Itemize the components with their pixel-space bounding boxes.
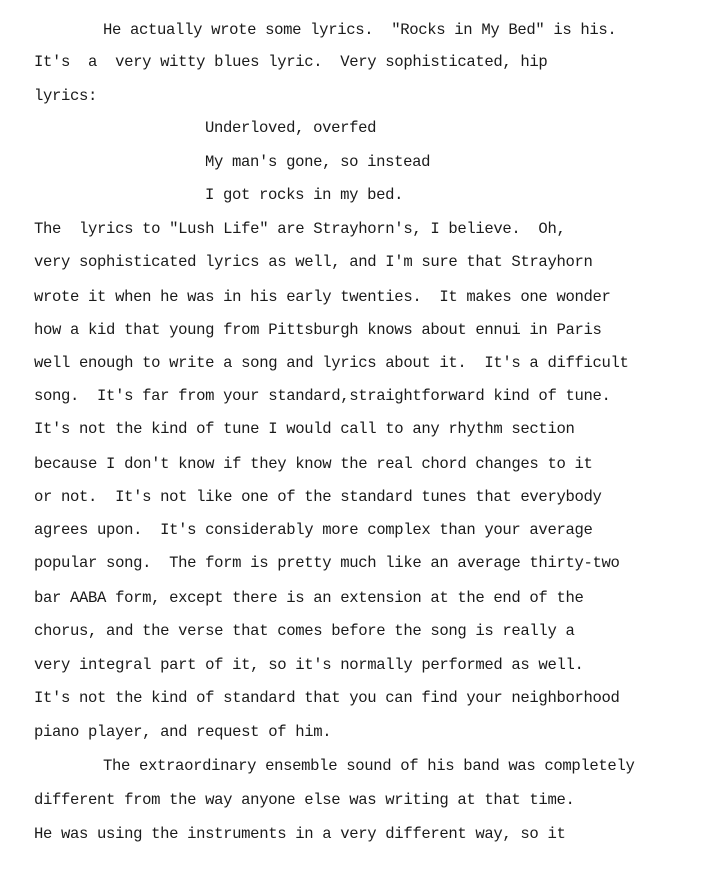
text-line: It's a very witty blues lyric. Very sophisticated, hip xyxy=(34,53,548,71)
text-line: how a kid that young from Pittsburgh knows about ennui in Paris xyxy=(34,321,602,339)
lyric-line: Underloved, overfed xyxy=(205,119,377,137)
text-line: He actually wrote some lyrics. "Rocks in My Bed" is his. xyxy=(103,21,617,39)
text-line: The extraordinary ensemble sound of his band was completely xyxy=(103,757,635,775)
text-line: It's not the kind of tune I would call to any rhythm section xyxy=(34,420,575,438)
text-line: He was using the instruments in a very different way, so it xyxy=(34,825,566,843)
text-line: song. It's far from your standard,straightforward kind of tune. xyxy=(34,387,611,405)
text-line: popular song. The form is pretty much like an average thirty-two xyxy=(34,554,620,572)
text-line: piano player, and request of him. xyxy=(34,723,332,741)
text-line: chorus, and the verse that comes before the song is really a xyxy=(34,622,575,640)
text-line: It's not the kind of standard that you can find your neighborhood xyxy=(34,689,620,707)
text-line: wrote it when he was in his early twenties. It makes one wonder xyxy=(34,288,611,306)
lyric-line: My man's gone, so instead xyxy=(205,153,431,171)
text-line: very integral part of it, so it's normally performed as well. xyxy=(34,656,584,674)
text-line: because I don't know if they know the real chord changes to it xyxy=(34,455,593,473)
text-line: The lyrics to "Lush Life" are Strayhorn's, I believe. Oh, xyxy=(34,220,566,238)
text-line: or not. It's not like one of the standard tunes that everybody xyxy=(34,488,602,506)
text-line: bar AABA form, except there is an extension at the end of the xyxy=(34,589,584,607)
text-line: lyrics: xyxy=(34,87,98,105)
text-line: well enough to write a song and lyrics about it. It's a difficult xyxy=(34,354,629,372)
text-line: different from the way anyone else was writing at that time. xyxy=(34,791,575,809)
lyric-line: I got rocks in my bed. xyxy=(205,186,404,204)
text-line: very sophisticated lyrics as well, and I'm sure that Strayhorn xyxy=(34,253,593,271)
text-line: agrees upon. It's considerably more complex than your average xyxy=(34,521,593,539)
